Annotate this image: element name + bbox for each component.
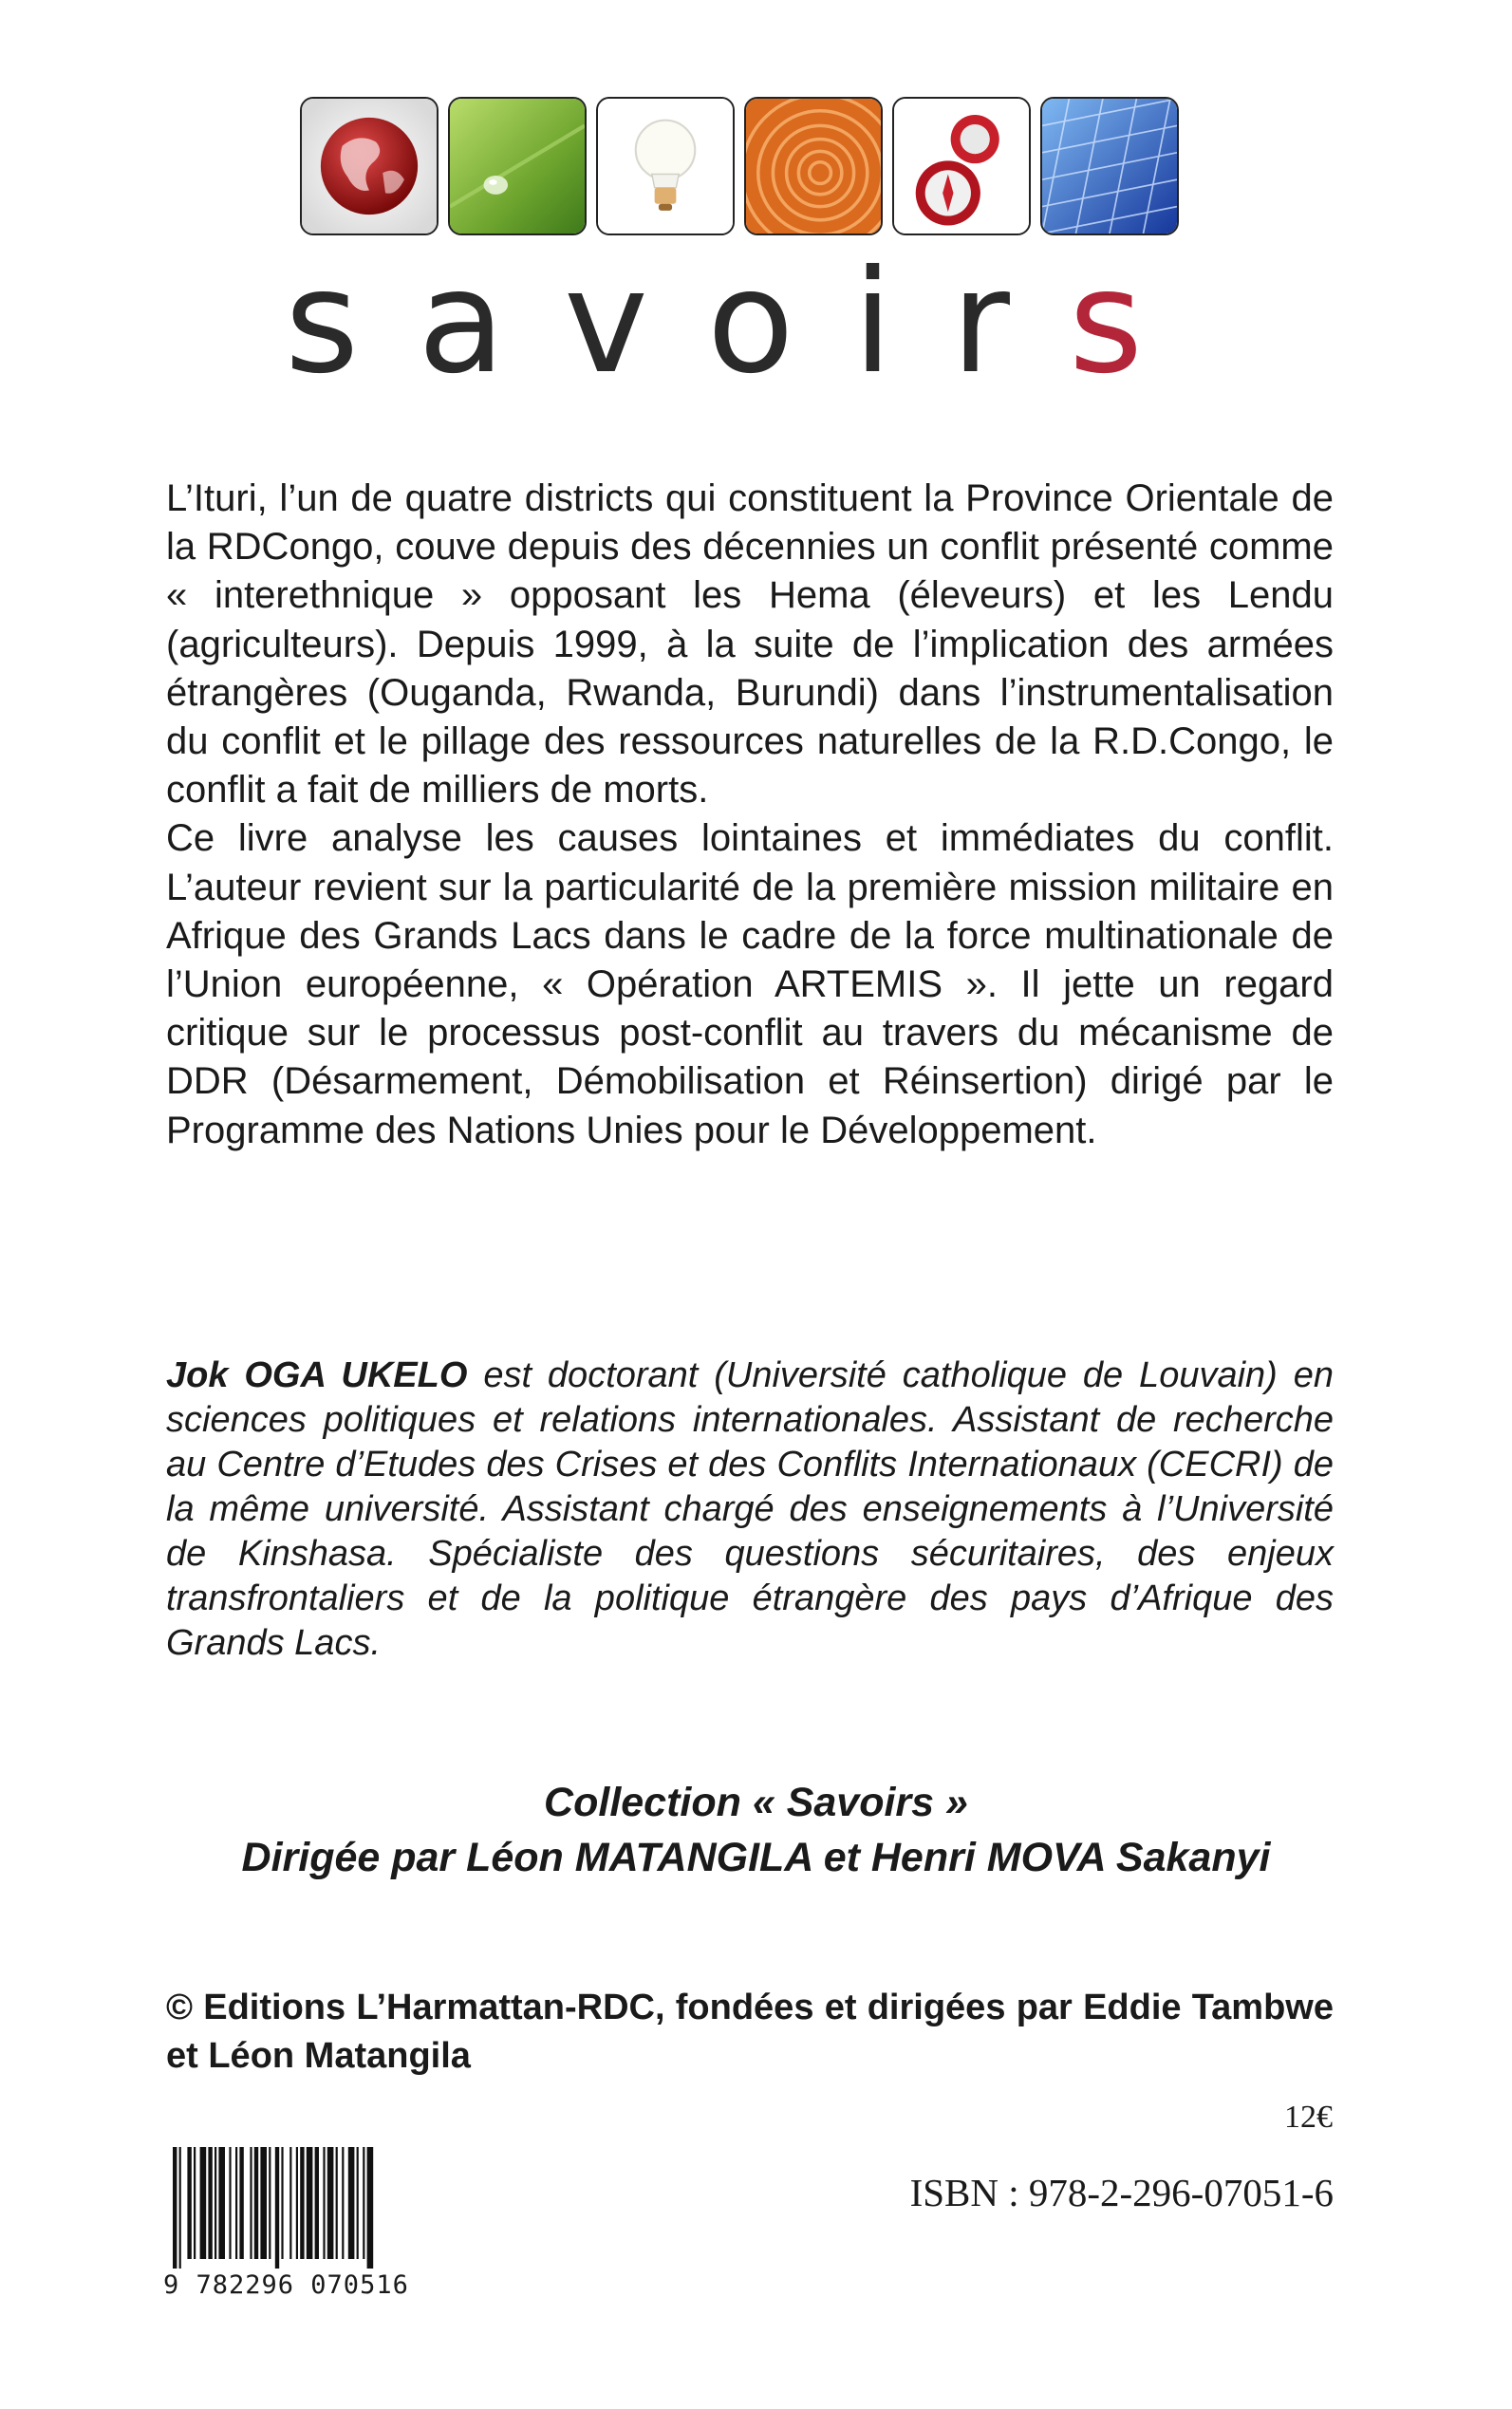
series-icon-strip [300,97,1179,235]
barcode-bar [229,2147,231,2259]
barcode-bar [275,2147,279,2269]
blurb-paragraph-1: L’Ituri, l’un de quatre districts qui constituent la Province Orientale de la RDCongo, couve depuis des décennies un conflit présenté comme « interethnique » opposant les Hema (éleveurs) et les Lendu (agriculteurs). Depuis 1999, à la suite de l’implication des armées étrangères (Ouganda, Rwanda, Burundi) dans l’instrumentalisation du conflit et le pillage des ressources naturelles de la R.D.Congo, le conflit a fait de milliers de morts. [166,477,1334,812]
solar-panel-icon [1040,97,1179,235]
collection-title: Collection « Savoirs » [544,1780,968,1825]
barcode-bar [367,2147,374,2269]
compass-icon [892,97,1031,235]
barcode-bar [208,2147,212,2259]
barcode-bar [342,2147,344,2259]
publisher-copyright: © Editions L’Harmattan-RDC, fondées et dirigées par Eddie Tambwe et Léon Matangila [166,1988,1334,2076]
barcode-bar [307,2147,313,2259]
author-bio [166,1354,1334,1666]
barcode-bar [250,2147,252,2259]
barcode-bar [235,2147,237,2259]
wood-rings-icon [744,97,883,235]
series-wordmark [285,237,1196,408]
author-bio-text: est doctorant (Université catholique de Louvain) en sciences politiques et relations internationales. Assistant de recherche au Centre d’Etudes des Crises et des Conflits Internationaux (CECRI) de la même université. Assistant chargé des enseignements à l’Université de Kinshasa. Spécialiste des questions sécuritaires, des enjeux transfrontaliers et de la politique étrangère des pays d’Afrique des Grands Lacs. [166,1355,1334,1663]
collection-info [0,1775,1512,1885]
blurb [166,475,1334,1155]
barcode-bar [215,2147,216,2259]
series-wordmark-last-letter: s [1068,240,1144,405]
barcode-bar [173,2147,177,2269]
water-drop-icon [448,97,587,235]
isbn: ISBN : 978-2-296-07051-6 [909,2171,1334,2214]
barcode-bar [269,2147,271,2259]
collection-directors: Dirigée par Léon MATANGILA et Henri MOVA Sakanyi [241,1835,1271,1880]
barcode [171,2147,465,2269]
series-wordmark-main: savoir [285,240,1069,405]
barcode-bar [296,2147,298,2259]
barcode-bar [218,2147,225,2259]
barcode-bar [336,2147,338,2259]
barcode-digits: 9 782296 070516 [163,2270,409,2300]
barcode-bar [315,2147,319,2259]
barcode-bar [260,2147,267,2259]
barcode-bar [254,2147,258,2259]
light-bulb-icon [596,97,735,235]
barcode-bar [179,2147,181,2269]
barcode-bar [348,2147,355,2259]
barcode-bar [289,2147,291,2259]
barcode-bar [187,2147,191,2259]
barcode-bar [281,2147,283,2259]
barcode-bar [323,2147,325,2259]
barcode-bar [239,2147,243,2259]
blurb-paragraph-2: Ce livre analyse les causes lointaines et immédiates du conflit. L’auteur revient sur la particularité de la première mission militaire en Afrique des Grands Lacs dans le cadre de la force multinationale de l’Union européenne, « Opération ARTEMIS ». Il jette un regard critique sur le processus post-conflit au travers du mécanisme de DDR (Désarmement, Démobilisation et Réinsertion) dirigé par le Programme des Nations Unies pour le Développement. [166,817,1334,1151]
barcode-bar [200,2147,207,2259]
barcode-bar [300,2147,304,2259]
globe-icon [300,97,439,235]
barcode-bar [194,2147,196,2259]
price: 12€ [1284,2100,1333,2135]
barcode-bar [327,2147,334,2259]
barcode-bar [363,2147,364,2259]
barcode-bar [357,2147,359,2259]
author-name: Jok OGA UKELO [166,1355,468,1395]
